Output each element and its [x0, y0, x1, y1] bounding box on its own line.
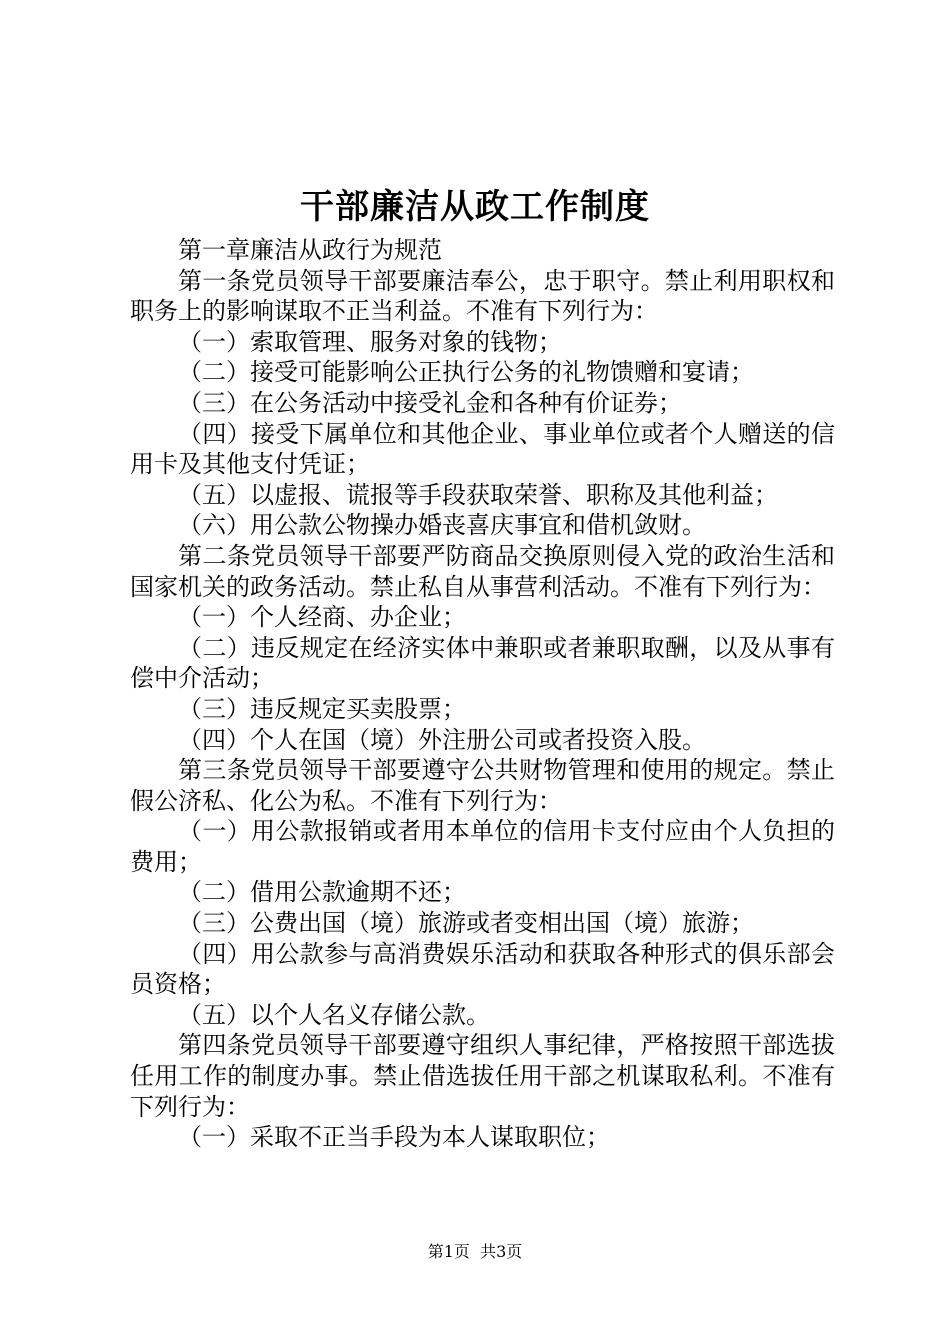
article-paragraph: 第一条党员领导干部要廉洁奉公，忠于职守。禁止利用职权和职务上的影响谋取不正当利益。不准有下列行为： [130, 266, 835, 326]
list-item: （二）违反规定在经济实体中兼职或者兼职取酬，以及从事有偿中介活动； [130, 633, 835, 693]
list-item: （三）违反规定买卖股票； [178, 694, 466, 723]
page-footer [0, 1242, 950, 1262]
list-item: （二）接受可能影响公正执行公务的礼物馈赠和宴请； [178, 358, 754, 387]
list-item: （四）用公款参与高消费娱乐活动和获取各种形式的俱乐部会员资格； [130, 939, 835, 999]
document-body [130, 235, 835, 1153]
list-item: （二）借用公款逾期不还； [178, 878, 466, 907]
chapter-heading: 第一章廉洁从政行为规范 [178, 236, 442, 264]
list-item: （一）用公款报销或者用本单位的信用卡支付应由个人负担的费用； [130, 817, 835, 876]
page-number: 第1页 共3页 [427, 1242, 523, 1261]
list-item: （六）用公款公物操办婚丧喜庆事宜和借机敛财。 [178, 511, 706, 540]
list-item: （五）以虚报、谎报等手段获取荣誉、职称及其他利益； [178, 480, 778, 509]
list-item: （三）在公务活动中接受礼金和各种有价证券； [178, 388, 682, 417]
article-paragraph: 第三条党员领导干部要遵守公共财物管理和使用的规定。禁止假公济私、化公为私。不准有下列行为： [130, 756, 835, 815]
list-item: （一）个人经商、办企业； [178, 603, 466, 632]
document-title: 干部廉洁从政工作制度 [300, 187, 650, 227]
list-item: （四）个人在国（境）外注册公司或者投资入股。 [178, 725, 706, 754]
list-item: （三）公费出国（境）旅游或者变相出国（境）旅游； [178, 909, 754, 938]
article-paragraph: 第二条党员领导干部要严防商品交换原则侵入党的政治生活和国家机关的政务活动。禁止私自从事营利活动。不准有下列行为： [130, 541, 835, 601]
list-item: （四）接受下属单位和其他企业、事业单位或者个人赠送的信用卡及其他支付凭证； [130, 419, 835, 479]
list-item: （五）以个人名义存储公款。 [178, 1000, 490, 1029]
article-paragraph: 第四条党员领导干部要遵守组织人事纪律，严格按照干部选拔任用工作的制度办事。禁止借选拔任用干部之机谋取私利。不准有下列行为： [130, 1031, 835, 1121]
list-item: （一）索取管理、服务对象的钱物； [178, 327, 562, 356]
list-item: （一）采取不正当手段为本人谋取职位； [178, 1123, 610, 1152]
